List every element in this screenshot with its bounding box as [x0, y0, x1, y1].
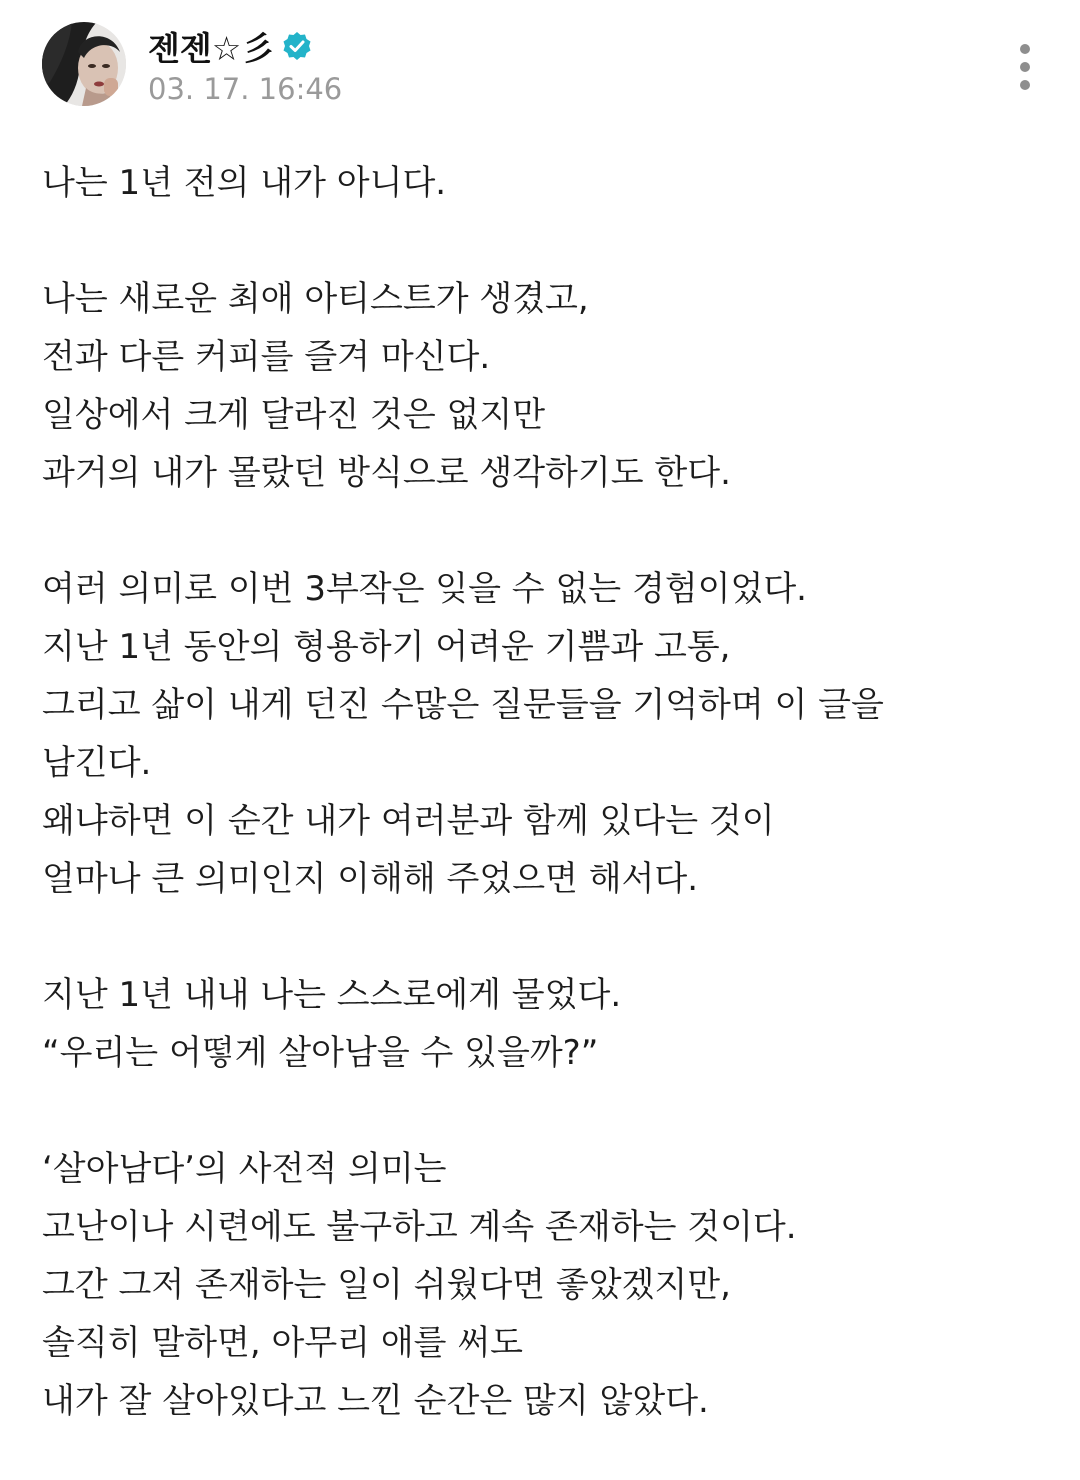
more-vertical-icon-dot [1020, 62, 1030, 72]
avatar-photo [42, 22, 126, 106]
post-header [0, 0, 1080, 130]
post-line: 솔직히 말하면, 아무리 애를 써도 [42, 1323, 524, 1363]
post-line: ‘살아남다’의 사전적 의미는 [42, 1149, 447, 1189]
avatar[interactable] [42, 22, 126, 106]
post-line: 그간 그저 존재하는 일이 쉬웠다면 좋았겠지만, [42, 1265, 731, 1305]
post-line: 지난 1년 동안의 형용하기 어려운 기쁨과 고통, [42, 627, 731, 667]
more-vertical-icon [1020, 44, 1030, 54]
post-line: “우리는 어떻게 살아남을 수 있을까?” [42, 1033, 599, 1073]
author-row [148, 24, 312, 68]
more-options-button[interactable] [1000, 40, 1050, 94]
post-body [42, 154, 1042, 1430]
paragraph-gap [42, 908, 1042, 966]
post-line: 내가 잘 살아있다고 느낀 순간은 많지 않았다. [42, 1381, 709, 1421]
paragraph-gap [42, 212, 1042, 270]
post-line: 얼마나 큰 의미인지 이해해 주었으면 해서다. [42, 859, 699, 899]
post-line: 나는 새로운 최애 아티스트가 생겼고, [42, 279, 589, 319]
post-timestamp: 03. 17. 16:46 [148, 72, 343, 106]
post-line: 고난이나 시련에도 불구하고 계속 존재하는 것이다. [42, 1207, 797, 1247]
post-line: 남긴다. [42, 743, 152, 783]
paragraph-gap [42, 1082, 1042, 1140]
author-name[interactable]: 젠젠☆彡 [148, 28, 275, 68]
post-line: 전과 다른 커피를 즐겨 마신다. [42, 337, 491, 377]
post-line: 지난 1년 내내 나는 스스로에게 물었다. [42, 975, 622, 1015]
post-line: 그리고 삶이 내게 던진 수많은 질문들을 기억하며 이 글을 [42, 685, 884, 725]
paragraph-gap [42, 502, 1042, 560]
post-line: 일상에서 크게 달라진 것은 없지만 [42, 395, 546, 435]
verified-badge-icon [282, 31, 312, 61]
post-line: 여러 의미로 이번 3부작은 잊을 수 없는 경험이었다. [42, 569, 807, 609]
post-line: 왜냐하면 이 순간 내가 여러분과 함께 있다는 것이 [42, 801, 775, 841]
post-line: 나는 1년 전의 내가 아니다. [42, 163, 447, 203]
post-line: 과거의 내가 몰랐던 방식으로 생각하기도 한다. [42, 453, 731, 493]
more-vertical-icon-dot [1020, 80, 1030, 90]
